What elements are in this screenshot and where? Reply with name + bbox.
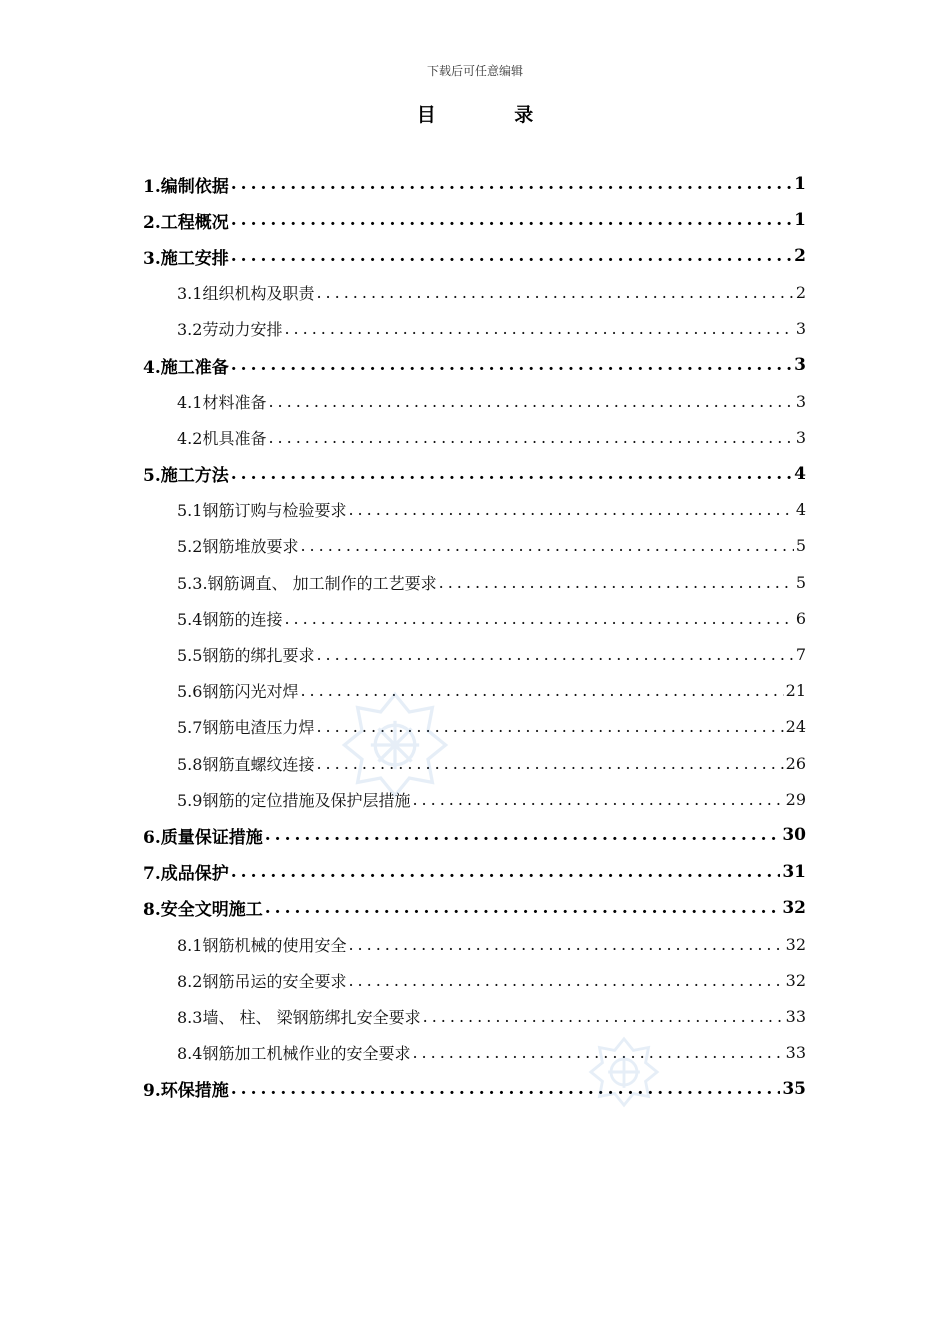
toc-page-number: 1	[794, 174, 806, 195]
toc-subsection-entry[interactable]	[143, 962, 806, 998]
toc-entry-label: 5.9钢筋的定位措施及保护层措施	[177, 790, 411, 810]
toc-dot-leader	[231, 464, 792, 484]
page-title: 目 录	[416, 104, 570, 126]
toc-entry-label: 5.1钢筋订购与检验要求	[177, 501, 347, 521]
toc-subsection-entry[interactable]	[143, 636, 806, 672]
toc-entry-label: 2.工程概况	[143, 212, 229, 233]
toc-section-entry[interactable]	[143, 890, 806, 926]
toc-dot-leader	[348, 971, 783, 990]
toc-entry-label: 5.3.钢筋调直、 加工制作的工艺要求	[177, 573, 437, 593]
toc-page-number: 3	[794, 355, 806, 376]
toc-entry-label: 8.2钢筋吊运的安全要求	[177, 971, 347, 991]
toc-subsection-entry[interactable]	[143, 781, 806, 817]
toc-section-entry[interactable]	[143, 238, 806, 274]
toc-page-number: 3	[795, 427, 806, 447]
toc-page-number: 33	[785, 1006, 806, 1026]
toc-page-number: 5	[795, 536, 806, 556]
toc-dot-leader	[231, 174, 792, 194]
toc-dot-leader	[348, 935, 783, 954]
toc-subsection-entry[interactable]	[143, 600, 806, 636]
toc-dot-leader	[231, 862, 781, 882]
toc-page-number: 3	[795, 391, 806, 411]
toc-page-number: 30	[782, 825, 806, 846]
toc-subsection-entry[interactable]	[143, 745, 806, 781]
toc-subsection-entry[interactable]	[143, 383, 806, 419]
toc-page-number: 7	[795, 645, 806, 665]
toc-section-entry[interactable]	[143, 166, 806, 202]
toc-section-entry[interactable]	[143, 854, 806, 890]
toc-dot-leader	[265, 898, 781, 918]
toc-entry-label: 4.1材料准备	[177, 392, 267, 412]
toc-subsection-entry[interactable]	[143, 564, 806, 600]
toc-entry-label: 8.4钢筋加工机械作业的安全要求	[177, 1044, 411, 1064]
toc-section-entry[interactable]	[143, 817, 806, 853]
toc-subsection-entry[interactable]	[143, 926, 806, 962]
toc-subsection-entry[interactable]	[143, 492, 806, 528]
toc-page-number: 2	[795, 283, 806, 303]
toc-page-number: 26	[785, 753, 806, 773]
toc-entry-label: 5.施工方法	[143, 466, 229, 487]
toc-dot-leader	[423, 1007, 784, 1026]
toc-dot-leader	[268, 428, 793, 447]
toc-dot-leader	[439, 573, 794, 592]
watermark-logo-icon	[340, 690, 450, 800]
toc-entry-label: 5.7钢筋电渣压力焊	[177, 718, 315, 738]
toc-page-number: 3	[795, 319, 806, 339]
toc-dot-leader	[268, 392, 793, 411]
toc-entry-label: 8.3墙、 柱、 梁钢筋绑扎安全要求	[177, 1007, 421, 1027]
toc-subsection-entry[interactable]	[143, 1035, 806, 1071]
toc-entry-label: 5.6钢筋闪光对焊	[177, 682, 299, 702]
toc-entry-label: 7.成品保护	[143, 864, 229, 885]
toc-page-number: 33	[785, 1043, 806, 1063]
toc-dot-leader	[412, 790, 783, 809]
toc-dot-leader	[316, 645, 793, 664]
toc-subsection-entry[interactable]	[143, 275, 806, 311]
toc-page-number: 31	[782, 861, 806, 882]
toc-dot-leader	[231, 210, 792, 230]
toc-dot-leader	[300, 536, 793, 555]
toc-entry-label: 8.1钢筋机械的使用安全	[177, 935, 347, 955]
toc-section-entry[interactable]	[143, 1071, 806, 1107]
toc-entry-label: 5.8钢筋直螺纹连接	[177, 754, 315, 774]
toc-subsection-entry[interactable]	[143, 998, 806, 1034]
toc-entry-label: 9.环保措施	[143, 1081, 229, 1102]
toc-entry-label: 6.质量保证措施	[143, 827, 263, 848]
toc-page-number: 21	[785, 681, 806, 701]
toc-dot-leader	[284, 319, 793, 338]
toc-page-number: 6	[795, 608, 806, 628]
watermark-logo-icon	[588, 1036, 660, 1108]
toc-page-number: 1	[794, 210, 806, 231]
page-header-note: 下载后可任意编辑	[426, 64, 523, 78]
toc-entry-label: 3.2劳动力安排	[177, 320, 283, 340]
toc-page-number: 32	[785, 970, 806, 990]
toc-dot-leader	[231, 1079, 781, 1099]
toc-entry-label: 4.2机具准备	[177, 428, 267, 448]
toc-entry-label: 3.1组织机构及职责	[177, 284, 315, 304]
toc-subsection-entry[interactable]	[143, 311, 806, 347]
toc-entry-label: 5.4钢筋的连接	[177, 609, 283, 629]
toc-entry-label: 4.施工准备	[143, 357, 229, 378]
toc-dot-leader	[231, 246, 792, 266]
toc-page-number: 24	[785, 717, 806, 737]
toc-page-number: 5	[795, 572, 806, 592]
toc-page-number: 35	[782, 1078, 806, 1099]
toc-entry-label: 5.2钢筋堆放要求	[177, 537, 299, 557]
toc-section-entry[interactable]	[143, 347, 806, 383]
toc-entry-label: 5.5钢筋的绑扎要求	[177, 646, 315, 666]
toc-page-number: 32	[785, 934, 806, 954]
toc-dot-leader	[348, 500, 793, 519]
toc-dot-leader	[316, 283, 793, 302]
toc-entry-label: 3.施工安排	[143, 248, 229, 269]
toc-subsection-entry[interactable]	[143, 673, 806, 709]
toc-section-entry[interactable]	[143, 456, 806, 492]
toc-subsection-entry[interactable]	[143, 528, 806, 564]
toc-page-number: 4	[794, 463, 806, 484]
table-of-contents	[143, 166, 806, 1107]
toc-subsection-entry[interactable]	[143, 709, 806, 745]
toc-entry-label: 8.安全文明施工	[143, 900, 263, 921]
toc-dot-leader	[284, 609, 793, 628]
toc-entry-label: 1.编制依据	[143, 176, 229, 197]
toc-subsection-entry[interactable]	[143, 419, 806, 455]
toc-dot-leader	[265, 825, 781, 845]
toc-page-number: 4	[795, 500, 806, 520]
toc-page-number: 2	[794, 246, 806, 267]
toc-page-number: 29	[785, 789, 806, 809]
toc-dot-leader	[231, 355, 792, 375]
toc-page-number: 32	[782, 897, 806, 918]
toc-section-entry[interactable]	[143, 202, 806, 238]
